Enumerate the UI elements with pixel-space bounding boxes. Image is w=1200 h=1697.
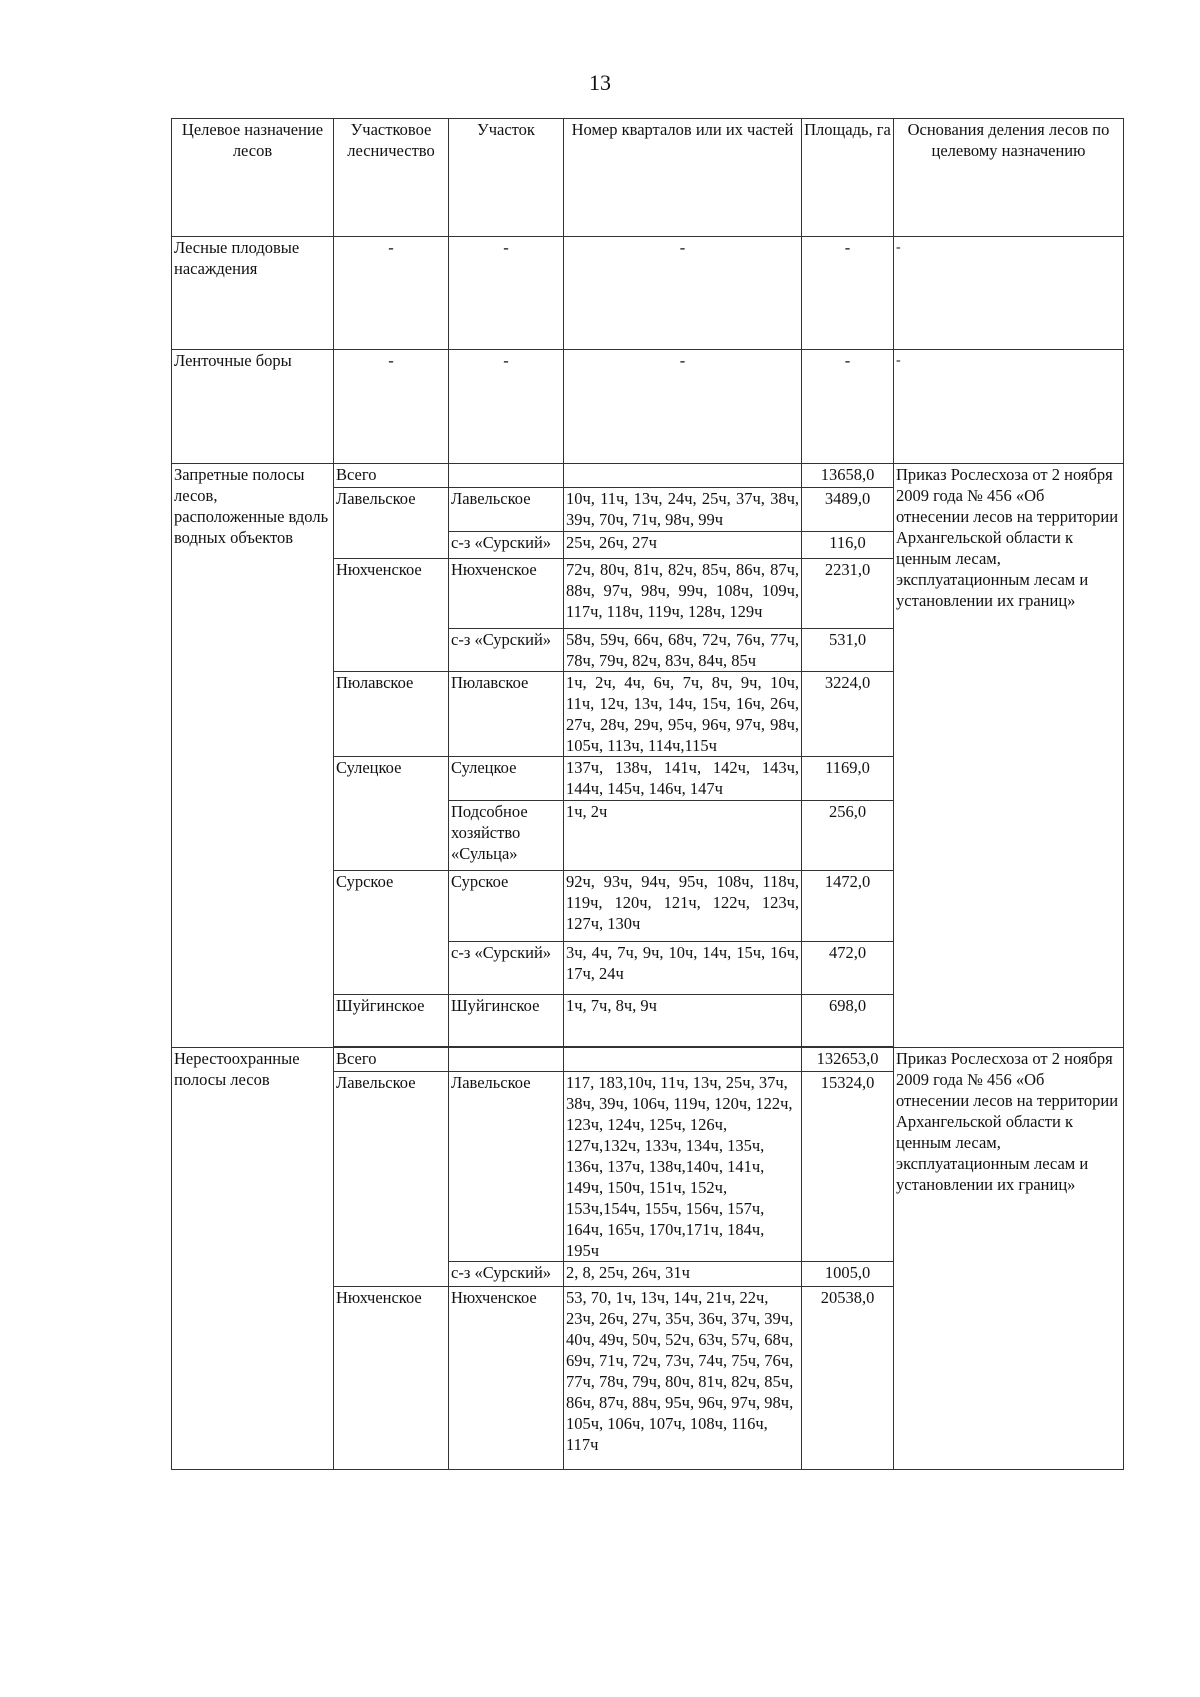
forest-purpose-table [171, 118, 1124, 1470]
area-value: 256,0 [802, 801, 894, 871]
header-quarters: Номер кварталов или их частей [564, 119, 802, 237]
plot-name: с-з «Сурский» [449, 629, 564, 672]
quarters-text: 72ч, 80ч, 81ч, 82ч, 85ч, 86ч, 87ч, 88ч, 97ч, 98ч, 99ч, 108ч, 109ч, 117ч, 118ч, 119ч, 128ч, 129ч [566, 560, 799, 621]
quarters-list [564, 559, 802, 629]
quarters-list: 137ч, 138ч, 141ч, 142ч, 143ч, 144ч, 145ч, 146ч, 147ч [564, 757, 802, 801]
total-label: Всего [334, 1048, 449, 1072]
plot-name: с-з «Сурский» [449, 1262, 564, 1287]
plot-name: Сулецкое [449, 757, 564, 801]
forestry-name: Шуйгинское [334, 995, 449, 1047]
quarters-list: 117, 183,10ч, 11ч, 13ч, 25ч, 37ч, 38ч, 39ч, 106ч, 119ч, 120ч, 122ч, 123ч, 124ч, 125ч, 126ч, 127ч,132ч, 133ч, 134ч, 135ч, 136ч, 137ч, 138ч,140ч, 141ч, 149ч, 150ч, 151ч, 152ч, 153ч,154ч, 155ч, 156ч, 157ч, 164ч, 165ч, 170ч,171ч, 184ч, 195ч [564, 1072, 802, 1262]
plot-name: с-з «Сурский» [449, 942, 564, 995]
dash-cell: - [334, 237, 449, 350]
plot-name: Нюхченское [449, 559, 564, 629]
group-fruit-name: Лесные плодовые насаждения [172, 237, 334, 350]
group-ribbon-name: Ленточные боры [172, 350, 334, 464]
area-value: 3224,0 [802, 672, 894, 757]
area-value: 1005,0 [802, 1262, 894, 1287]
quarters-list: 10ч, 11ч, 13ч, 24ч, 25ч, 37ч, 38ч, 39ч, 70ч, 71ч, 98ч, 99ч [564, 488, 802, 532]
plot-name: Лавельское [449, 1072, 564, 1262]
page-number: 13 [589, 70, 611, 95]
forestry-name: Лавельское [334, 488, 449, 559]
area-value: 116,0 [802, 532, 894, 559]
area-value: 20538,0 [802, 1287, 894, 1470]
total-area: 132653,0 [802, 1048, 894, 1072]
group-prohibited-name: Запретные полосы лесов, расположенные вдоль водных объектов [172, 464, 334, 1048]
dash-cell: - [334, 350, 449, 464]
area-value: 531,0 [802, 629, 894, 672]
quarters-list: 1ч, 2ч, 4ч, 6ч, 7ч, 8ч, 9ч, 10ч, 11ч, 12ч, 13ч, 14ч, 15ч, 16ч, 26ч, 27ч, 28ч, 29ч, 95ч, 96ч, 97ч, 98ч, 105ч, 113ч, 114ч,115ч [564, 672, 802, 757]
plot-name: Пюлавское [449, 672, 564, 757]
header-plot: Участок [449, 119, 564, 237]
plot-name: Шуйгинское [449, 995, 564, 1047]
dash-mark: - [896, 353, 901, 368]
quarters-list: 1ч, 7ч, 8ч, 9ч [564, 995, 802, 1047]
forestry-name: Пюлавское [334, 672, 449, 757]
dash-cell [894, 237, 1124, 350]
table-row [172, 350, 1124, 464]
quarters-list: 92ч, 93ч, 94ч, 95ч, 108ч, 118ч, 119ч, 120ч, 121ч, 122ч, 123ч, 127ч, 130ч [564, 871, 802, 942]
dash-cell: - [802, 237, 894, 350]
forestry-name: Сулецкое [334, 757, 449, 871]
forestry-name: Лавельское [334, 1072, 449, 1287]
dash-cell: - [449, 350, 564, 464]
header-purpose: Целевое назначение лесов [172, 119, 334, 237]
quarters-list: 2, 8, 25ч, 26ч, 31ч [564, 1262, 802, 1287]
dash-mark: - [896, 240, 901, 255]
forestry-name: Сурское [334, 871, 449, 995]
plot-name: Сурское [449, 871, 564, 942]
total-label: Всего [334, 464, 449, 488]
area-value: 15324,0 [802, 1072, 894, 1262]
basis-spawning: Приказ Рослесхоза от 2 ноября 2009 года № 456 «Об отнесении лесов на территории Архангельской области к ценным лесам, эксплуатационным лесам и установлении их границ» [894, 1048, 1124, 1470]
table-row [172, 1048, 1124, 1072]
area-value: 1169,0 [802, 757, 894, 801]
dash-cell: - [802, 350, 894, 464]
area-value: 472,0 [802, 942, 894, 995]
group-spawning-name: Нерестоохранные полосы лесов [172, 1048, 334, 1470]
header-forestry: Участковое лесничество [334, 119, 449, 237]
forestry-name: Нюхченское [334, 559, 449, 672]
basis-prohibited: Приказ Рослесхоза от 2 ноября 2009 года № 456 «Об отнесении лесов на территории Архангельской области к ценным лесам, эксплуатационным лесам и установлении их границ» [894, 464, 1124, 1048]
area-value: 1472,0 [802, 871, 894, 942]
plot-name: Подсобное хозяйство «Сульца» [449, 801, 564, 871]
quarters-list: 25ч, 26ч, 27ч [564, 532, 802, 559]
header-basis: Основания деления лесов по целевому назначению [894, 119, 1124, 237]
plot-name: Нюхченское [449, 1287, 564, 1470]
dash-cell: - [564, 237, 802, 350]
area-value: 2231,0 [802, 559, 894, 629]
plot-name: с-з «Сурский» [449, 532, 564, 559]
total-area: 13658,0 [802, 464, 894, 488]
quarters-list: 58ч, 59ч, 66ч, 68ч, 72ч, 76ч, 77ч, 78ч, 79ч, 82ч, 83ч, 84ч, 85ч [564, 629, 802, 672]
dash-cell: - [564, 350, 802, 464]
dash-cell: - [449, 237, 564, 350]
table-row [172, 464, 1124, 488]
table-header-row [172, 119, 1124, 237]
quarters-list: 1ч, 2ч [564, 801, 802, 871]
plot-name: Лавельское [449, 488, 564, 532]
quarters-list: 3ч, 4ч, 7ч, 9ч, 10ч, 14ч, 15ч, 16ч, 17ч, 24ч [564, 942, 802, 995]
header-area: Площадь, га [802, 119, 894, 237]
area-value: 698,0 [802, 995, 894, 1047]
quarters-list: 53, 70, 1ч, 13ч, 14ч, 21ч, 22ч, 23ч, 26ч, 27ч, 35ч, 36ч, 37ч, 39ч, 40ч, 49ч, 50ч, 52ч, 63ч, 57ч, 68ч, 69ч, 71ч, 72ч, 73ч, 74ч, 75ч, 76ч, 77ч, 78ч, 79ч, 80ч, 81ч, 82ч, 85ч, 86ч, 87ч, 88ч, 95ч, 96ч, 97ч, 98ч, 105ч, 106ч, 107ч, 108ч, 116ч, 117ч [564, 1287, 802, 1470]
table-row [172, 237, 1124, 350]
area-value: 3489,0 [802, 488, 894, 532]
forestry-name: Нюхченское [334, 1287, 449, 1470]
dash-cell [894, 350, 1124, 464]
